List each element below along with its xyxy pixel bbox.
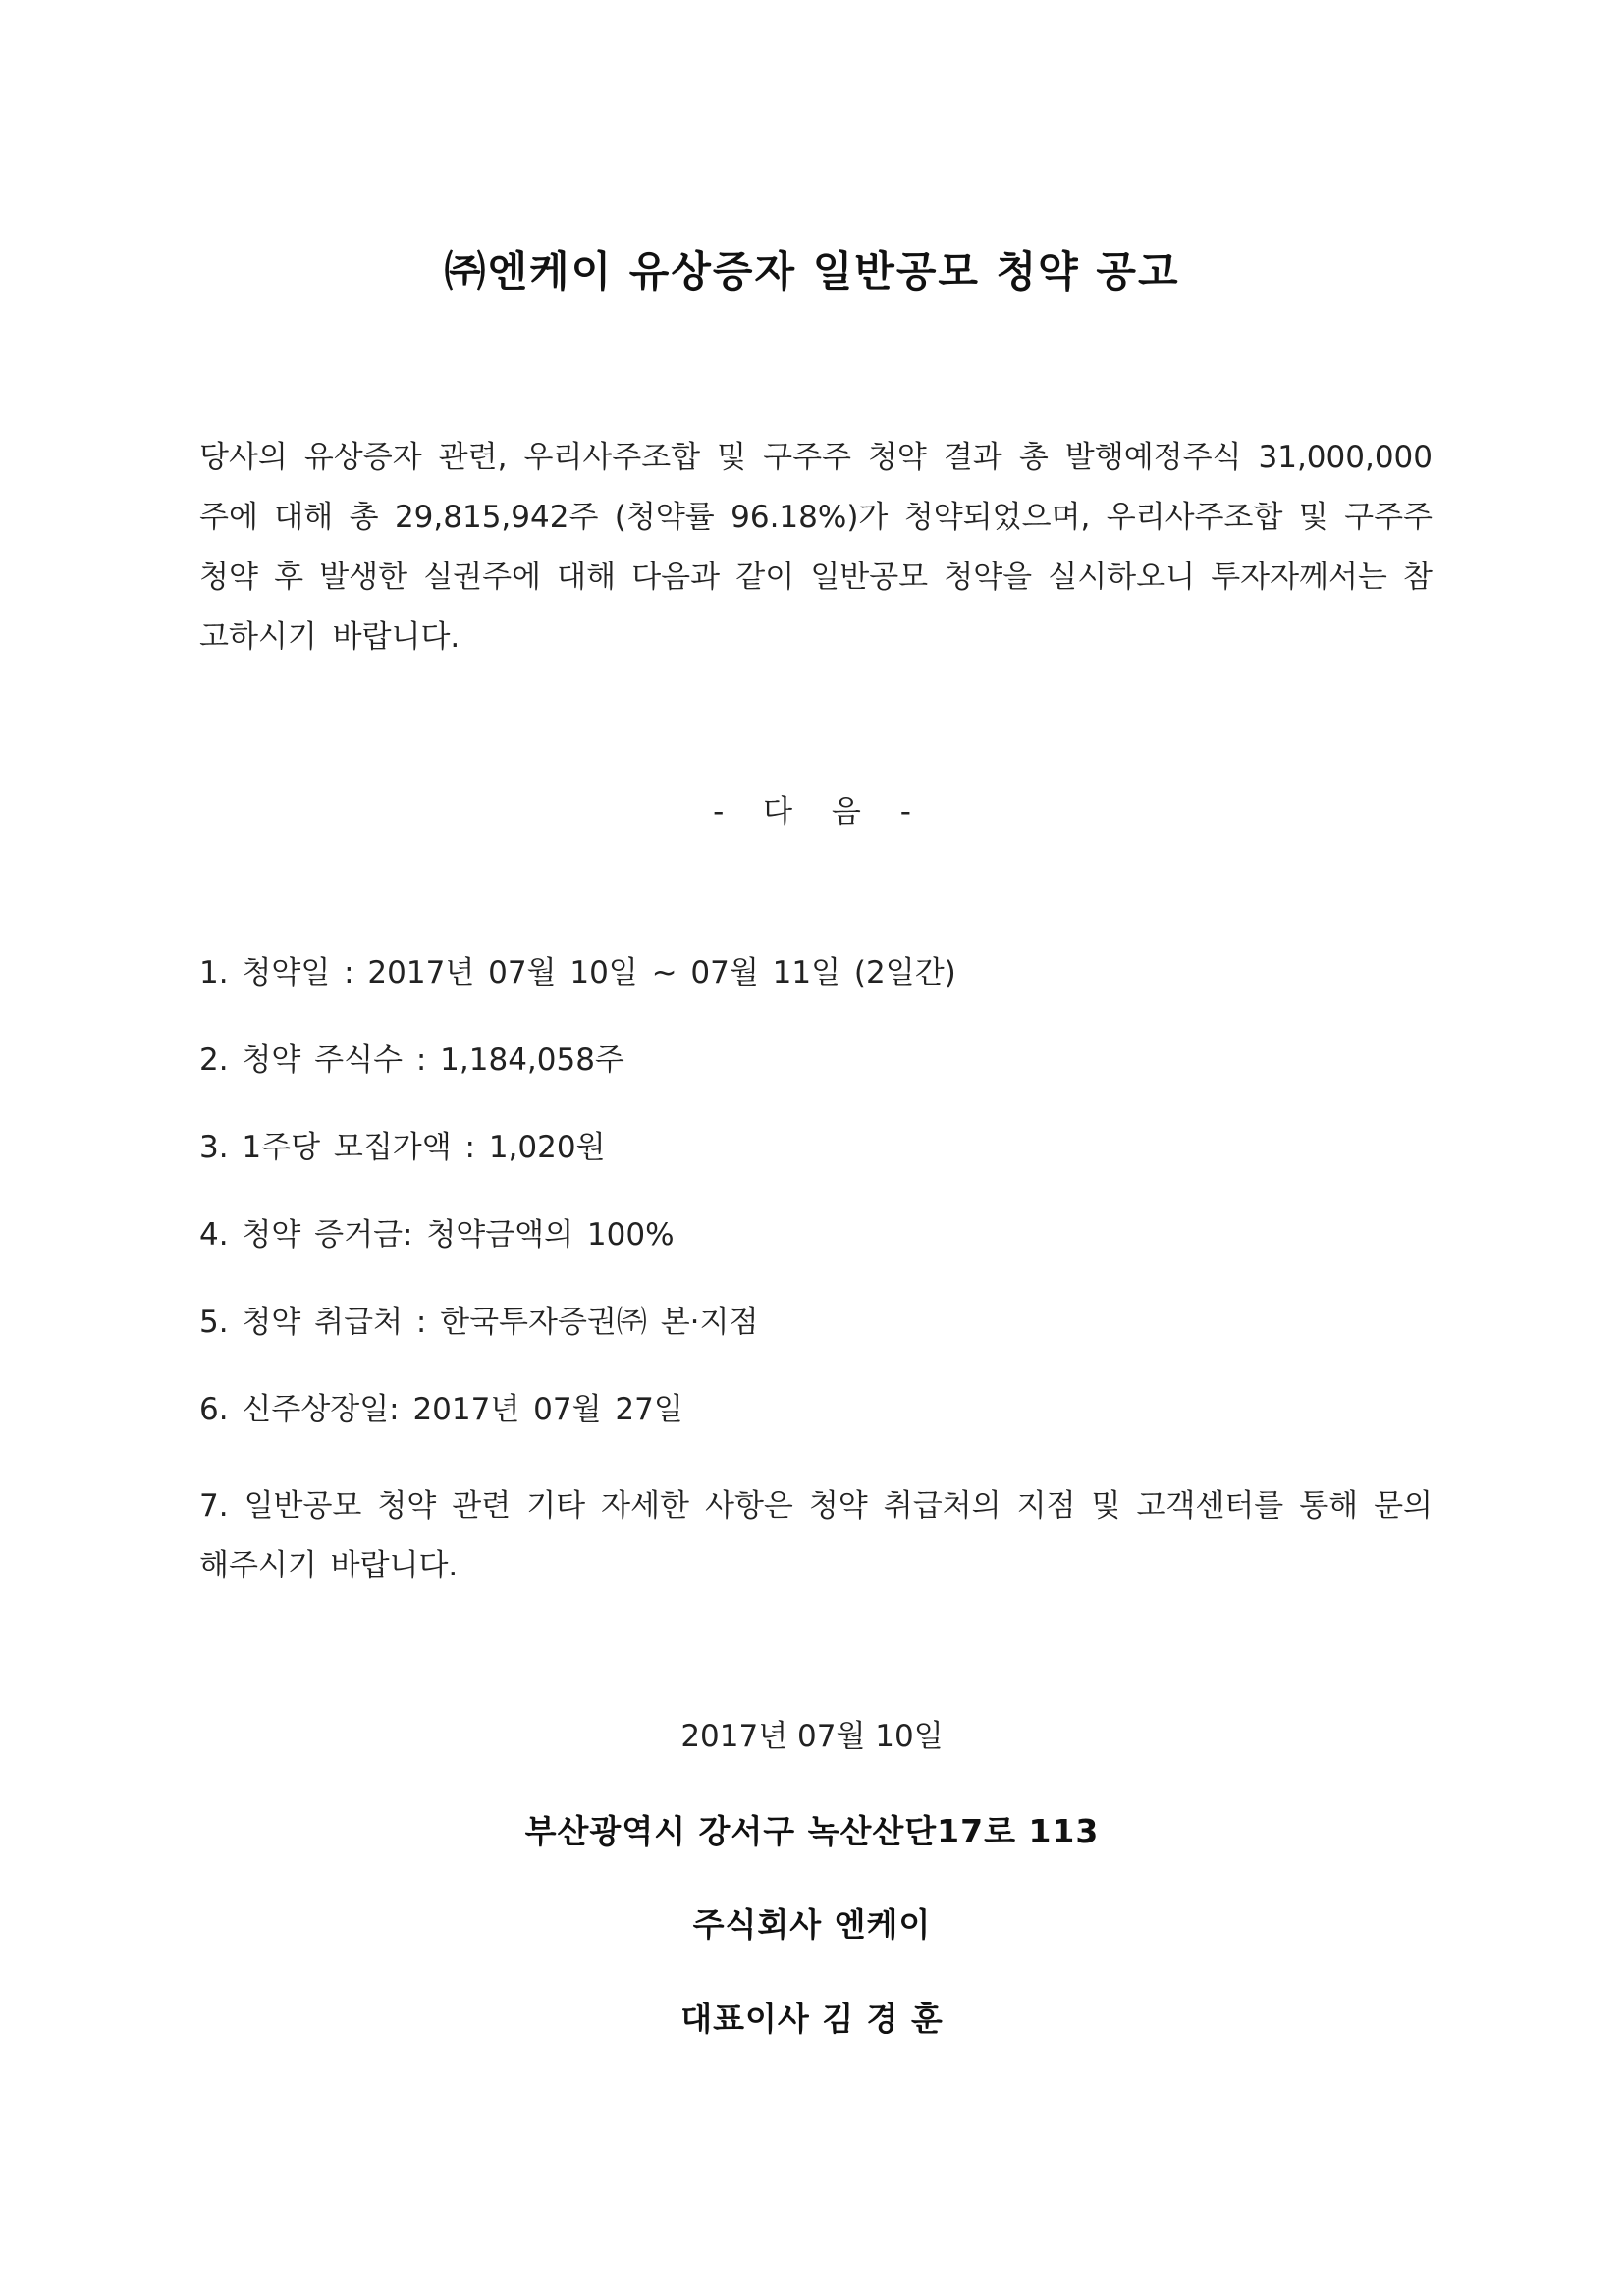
announcement-date: 2017년 07월 10일 <box>680 1719 944 1754</box>
list-item: 6. 신주상장일: 2017년 07월 27일 <box>199 1392 683 1427</box>
list-item: 7. 일반공모 청약 관련 기타 자세한 사항은 청약 취급처의 지점 및 고객센터를 통해 문의해주시기 바랍니다. <box>199 1488 1433 1583</box>
company-name: 주식회사 엔케이 <box>692 1905 932 1944</box>
list-item: 4. 청약 증거금: 청약금액의 100% <box>199 1217 675 1253</box>
list-item: 5. 청약 취급처 : 한국투자증권㈜ 본·지점 <box>199 1305 759 1340</box>
intro-paragraph: 당사의 유상증자 관련, 우리사주조합 및 구주주 청약 결과 총 발행예정주식 31,000,000주에 대해 총 29,815,942주 (청약률 96.18%)가 청약되었으며, 우리사주조합 및 구주주 청약 후 발생한 실권주에 대해 다음과 같이 일반공모 청약을 실시하오니 투자자께서는 참고하시기 바랍니다. <box>199 440 1433 655</box>
list-item: 1. 청약일 : 2017년 07월 10일 ~ 07월 11일 (2일간) <box>199 955 956 990</box>
list-item: 3. 1주당 모집가액 : 1,020원 <box>199 1130 606 1165</box>
detail-list <box>199 952 1433 1596</box>
list-item: 2. 청약 주식수 : 1,184,058주 <box>199 1042 624 1078</box>
company-address: 부산광역시 강서구 녹산산단17로 113 <box>524 1812 1100 1850</box>
section-separator: - 다 음 - <box>713 794 911 829</box>
document-title: ㈜엔케이 유상증자 일반공모 청약 공고 <box>444 247 1180 295</box>
ceo-name: 대표이사 김 경 훈 <box>680 2000 944 2038</box>
